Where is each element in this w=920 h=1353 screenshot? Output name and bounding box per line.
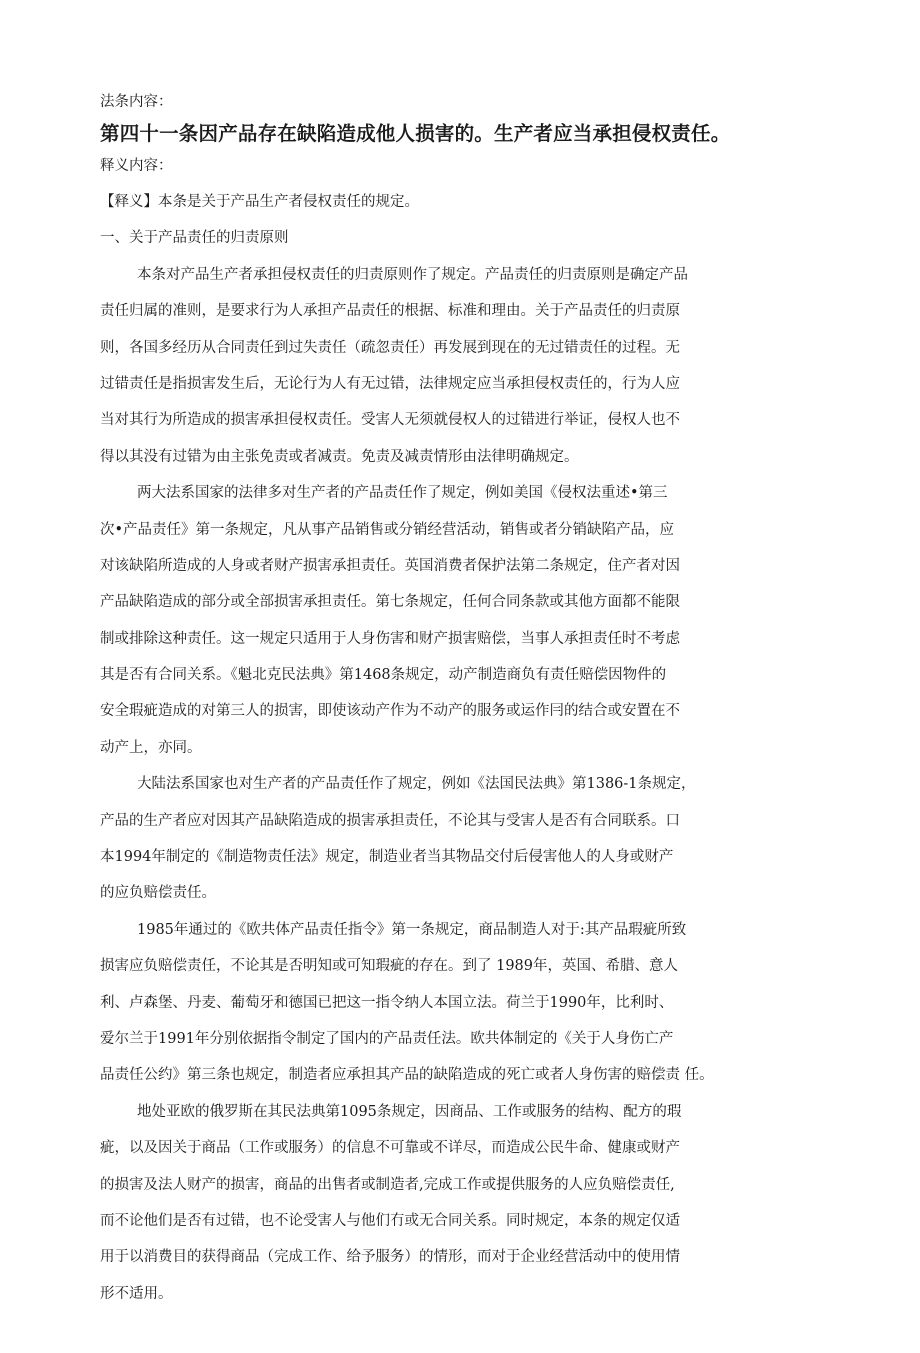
paragraph-line: 品责任公约》第三条也规定，制造者应承担其产品的缺陷造成的死亡或者人身伤害的赔偿责 任。	[100, 1067, 714, 1084]
paragraph-line: 的损害及法人财产的损害，商品的出售者或制造者,完成工作或提供服务的人应负赔偿责任,	[100, 1176, 675, 1193]
paragraph-line: 安全瑕疵造成的对第三人的损害，即使该动产作为不动产的服务或运作冃的结合或安置在不	[100, 703, 680, 720]
paragraph-line: 过错责任是指损害发生后，无论行为人有无过错，法律规定应当承担侵权责任的，行为人应	[100, 375, 680, 392]
document-page	[100, 88, 800, 1312]
paragraph-line: 次•产品责任》第一条规定，凡从事产品销售或分销经营活动，销售或者分销缺陷产品，应	[100, 521, 675, 538]
paragraph-line: 【释义】本条是关于产品生产者侵权责任的规定。	[100, 194, 419, 210]
article-title: 第四十一条因产品存在缺陷造成他人损害的。生产者应当承担侵权责任。	[100, 122, 731, 145]
paragraph-line: 爱尔兰于1991年分别依据指令制定了国内的产品责任法。欧共体制定的《关于人身伤亡产	[100, 1030, 674, 1047]
paragraph-line: 制或排除这种责任。这一规定只适用于人身伤害和财产损害赔偿，当事人承担责任时不考虑	[100, 630, 680, 647]
paragraph-line: 产品缺陷造成的部分或全部损害承担责任。第七条规定，任何合同条款或其他方面都不能限	[100, 594, 680, 611]
paragraph	[100, 220, 800, 256]
paragraph-line: 责任归属的准则，是要求行为人承担产品责任的根据、标准和理由。关于产品责任的归责原	[100, 303, 680, 320]
paragraph-line: 而不论他们是否有过错，也不论受害人与他们冇或无合同关系。同时规定，本条的规定仅适	[100, 1212, 680, 1229]
paragraph-line: 大陆法系国家也对生产者的产品责任作了规定，例如《法国民法典》第1386-1条规定，	[137, 776, 696, 793]
interpretation-content-label: 释义内容：	[100, 158, 173, 174]
paragraph-line: 两大法系国家的法律多对生产者的产品责任作了规定，例如美国《侵权法重述•第三	[137, 485, 668, 502]
interpretation-body	[100, 184, 800, 1312]
paragraph-line: 用于以消费目的获得商品（完成工作、给予服务）的情形，而对于企业经营活动中的使用情	[100, 1249, 680, 1266]
paragraph-line: 形不适用。	[100, 1285, 173, 1302]
article-content-label: 法条内容：	[100, 94, 173, 110]
paragraph-line: 其是否有合同关系。《魁北克民法典》第1468条规定，动产制造商负有责任赔偿因物件的	[100, 667, 667, 684]
paragraph-line: 本1994年制定的《制造物责任法》规定，制造业者当其物品交付后侵害他人的人身或财产	[100, 849, 674, 866]
paragraph	[100, 257, 800, 475]
paragraph	[100, 912, 800, 1094]
paragraph	[100, 184, 800, 220]
paragraph	[100, 475, 800, 766]
paragraph-line: 的应负赔偿责任。	[100, 885, 216, 902]
paragraph-line: 本条对产品生产者承担侵权责任的归责原则作了规定。产品责任的归责原则是确定产品	[137, 266, 688, 283]
paragraph-line: 对该缺陷所造成的人身或者财产损害承担责任。英国消费者保护法第二条规定，住产者对因	[100, 557, 680, 574]
paragraph	[100, 766, 800, 912]
paragraph-line: 利、卢森堡、丹麦、葡萄牙和德国已把这一指令纳人本国立法。荷兰于1990年，比利时、	[100, 994, 674, 1011]
paragraph-line: 产品的生产者应对因其产品缺陷造成的损害承担责任，不论其与受害人是否有合同联系。口	[100, 812, 680, 829]
paragraph	[100, 1094, 800, 1312]
paragraph-line: 一、关于产品责任的归责原则	[100, 230, 289, 247]
paragraph-line: 地处亚欧的俄罗斯在其民法典第1095条规定，因商品、工作或服务的结构、配方的瑕	[137, 1103, 682, 1120]
paragraph-line: 动产上，亦同。	[100, 739, 202, 756]
paragraph-line: 则，各国多经历从合同责任到过失责任（疏忽责任）再发展到现在的无过错责任的过程。无	[100, 339, 680, 356]
paragraph-line: 得以其没有过错为由主张免责或者减责。免责及减责情形由法律明确规定。	[100, 448, 579, 465]
paragraph-line: 疵，以及因关于商品（工作或服务）的信息不可靠或不详尽，而造成公民牛命、健康或财产	[100, 1140, 680, 1157]
paragraph-line: 损害应负赔偿责任，不论其是否明知或可知瑕疵的存在。到了 1989年，英国、希腊、意人	[100, 958, 679, 975]
paragraph-line: 当对其行为所造成的损害承担侵权责任。受害人无须就侵权人的过错进行举证，侵权人也不	[100, 412, 680, 429]
paragraph-line: 1985年通过的《欧共体产品责任指令》第一条规定，商品制造人对于:其产品瑕疵所致	[137, 921, 687, 938]
